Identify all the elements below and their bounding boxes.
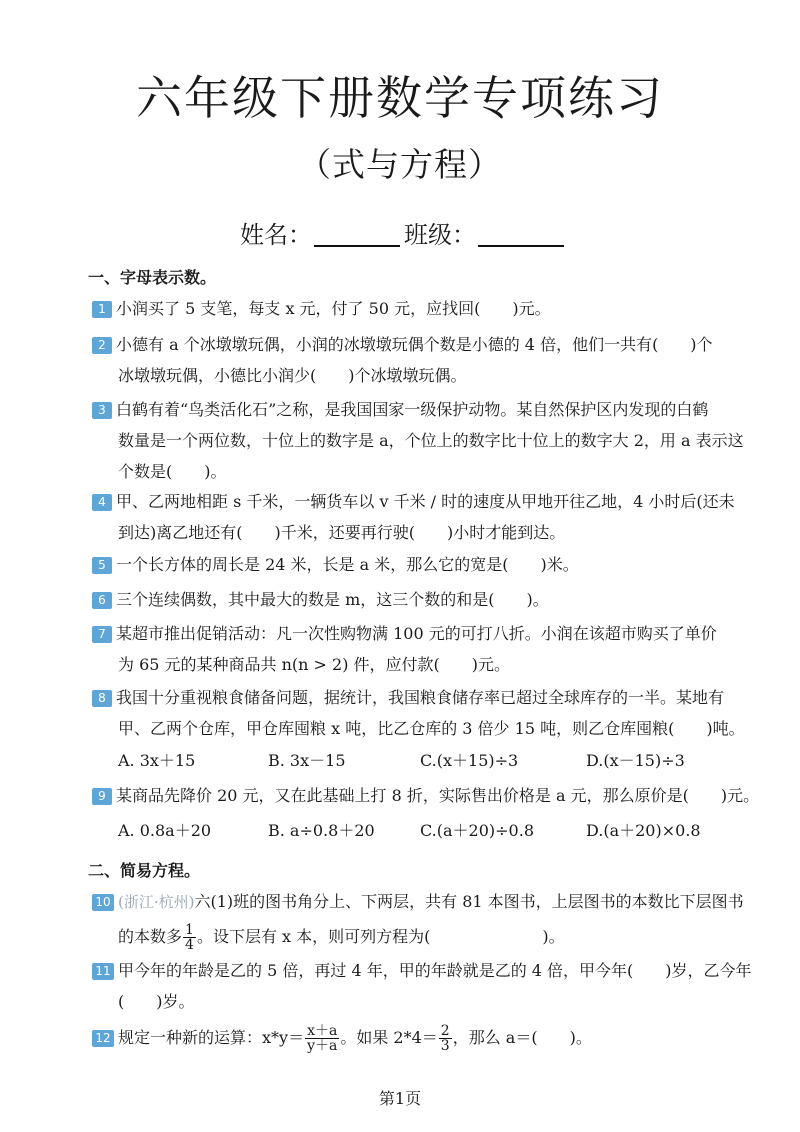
question-number-badge: 12 [92,1030,114,1047]
class-blank[interactable] [478,219,564,247]
name-label: 姓名： [240,221,312,249]
question-text: ( )岁。 [118,992,195,1011]
source-tag: (浙江·杭州) [118,893,195,911]
question-text: 到达)离乙地还有( )千米，还要再行驶( )小时才能到达。 [118,523,566,542]
value-fraction [439,1024,452,1053]
question-text: 小德有 a 个冰墩墩玩偶，小润的冰墩墩玩偶个数是小德的 4 倍，他们一共有( )个 [116,335,713,354]
question-number-badge: 3 [92,402,112,419]
section-heading-1: 一、字母表示数。 [88,268,217,287]
question-11 [92,955,752,1017]
question-6 [92,584,752,615]
question-1 [92,293,752,324]
choice-b[interactable]: B. 3x－15 [268,751,346,770]
page-title: 六年级下册数学专项练习 [136,71,664,125]
question-text: 。如果 2*4＝ [340,1028,438,1047]
question-text: 为 65 元的某种商品共 n(n > 2) 件，应付款( )元。 [118,655,511,674]
question-text: 小润买了 5 支笔，每支 x 元，付了 50 元，应找回( )元。 [116,299,551,318]
question-4 [92,486,752,548]
fraction-numerator: x＋a [307,1023,338,1039]
choice-d[interactable]: D.(x－15)÷3 [586,751,685,770]
fraction-denominator: y＋a [307,1038,338,1054]
fraction-numerator: 1 [185,922,194,938]
question-12 [92,1018,752,1058]
choice-c[interactable]: C.(x＋15)÷3 [420,751,519,770]
question-text: 个数是( )。 [118,462,227,481]
question-text: 甲、乙两地相距 s 千米，一辆货车以 v 千米 / 时的速度从甲地开往乙地，4 小时后(还未 [116,492,735,511]
question-text: 一个长方体的周长是 24 米，长是 a 米，那么它的宽是( )米。 [116,555,579,574]
section-heading-2: 二、简易方程。 [88,861,201,880]
fraction-numerator: 2 [440,1023,450,1039]
name-blank[interactable] [314,219,400,247]
question-number-badge: 8 [92,690,112,707]
question-text: 甲、乙两个仓库，甲仓库囤粮 x 吨，比乙仓库的 3 倍少 15 吨，则乙仓库囤粮( )吨。 [118,719,745,738]
fraction-denominator: 4 [185,937,194,953]
question-text: 白鹤有着“鸟类活化石”之称，是我国国家一级保护动物。某自然保护区内发现的白鹤 [116,400,709,419]
fraction [183,923,196,952]
choice-c[interactable]: C.(a＋20)÷0.8 [420,821,534,840]
question-5 [92,549,752,580]
page-number: 第1页 [378,1089,422,1108]
question-number-badge: 1 [92,301,112,318]
question-number-badge: 10 [92,894,114,911]
question-text: 六(1)班的图书角分上、下两层，共有 81 本图书，上层图书的本数比下层图书 [194,892,744,911]
choice-a[interactable]: A. 3x＋15 [118,751,196,770]
choice-d[interactable]: D.(a＋20)×0.8 [586,821,701,840]
question-number-badge: 5 [92,557,112,574]
question-9 [92,780,760,811]
question-number-badge: 11 [92,963,114,980]
question-7 [92,618,752,680]
question-10 [92,886,752,956]
question-text: 某超市推出促销活动：凡一次性购物满 100 元的可打八折。小润在该超市购买了单价 [116,624,717,643]
question-number-badge: 7 [92,626,112,643]
fraction-denominator: 3 [440,1038,450,1054]
question-text: ，那么 a＝( )。 [452,1028,592,1047]
question-number-badge: 4 [92,494,112,511]
question-text: 的本数多 [118,927,183,946]
question-number-badge: 6 [92,592,112,609]
page-subtitle: （式与方程） [298,145,502,184]
question-text: 数量是一个两位数，十位上的数字是 a，个位上的数字比十位上的数字大 2，用 a 表示这 [118,431,744,450]
question-text: 规定一种新的运算：x*y＝ [118,1028,305,1047]
question-text: 冰墩墩玩偶，小德比小润少( )个冰墩墩玩偶。 [118,366,467,385]
choice-a[interactable]: A. 0.8a＋20 [118,821,212,840]
operation-fraction [305,1024,339,1053]
class-label: 班级： [404,221,476,249]
question-2 [92,329,752,391]
question-3 [92,394,752,487]
question-8 [92,682,752,744]
question-text: 。设下层有 x 本，则可列方程为( )。 [196,927,565,946]
question-text: 某商品先降价 20 元，又在此基础上打 8 折，实际售出价格是 a 元，那么原价是( )元。 [116,786,760,805]
question-number-badge: 9 [92,788,112,805]
question-text: 三个连续偶数，其中最大的数是 m，这三个数的和是( )。 [116,590,549,609]
name-class-line [240,218,568,252]
question-text: 甲今年的年龄是乙的 5 倍，再过 4 年，甲的年龄就是乙的 4 倍，甲今年( )岁，乙今年 [118,961,752,980]
question-number-badge: 2 [92,337,112,354]
choice-b[interactable]: B. a÷0.8＋20 [268,821,375,840]
question-text: 我国十分重视粮食储备问题，据统计，我国粮食储存率已超过全球库存的一半。某地有 [116,688,725,707]
